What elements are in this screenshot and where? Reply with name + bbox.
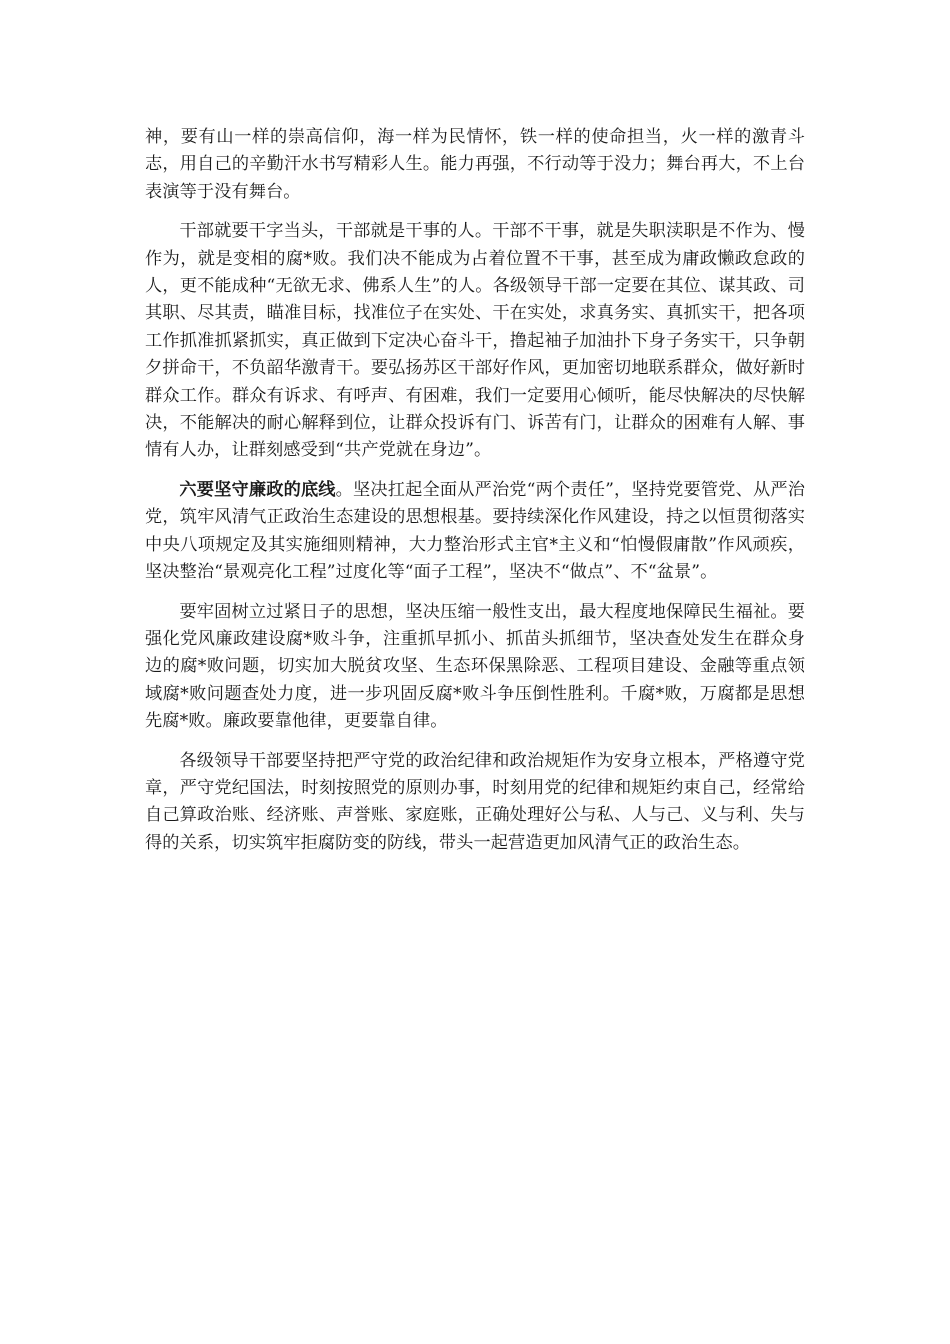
paragraph-5-text: 各级领导干部要坚持把严守党的政治纪律和政治规矩作为安身立根本，严格遵守党章，严守党纪国法，时刻按照党的原则办事，时刻用党的纪律和规矩约束自己，经常给自己算政治账、经济账、声誉账、家庭账，正确处理好公与私、人与己、义与利、失与得的关系，切实筑牢拒腐防变的防线，带头一起营造更加风清气正的政治生态。 <box>145 750 805 853</box>
paragraph-5 <box>145 748 805 858</box>
paragraph-4-text: 要牢固树立过紧日子的思想，坚决压缩一般性支出，最大程度地保障民生福祉。要强化党风廉政建设腐*败斗争，注重抓早抓小、抓苗头抓细节，坚决查处发生在群众身边的腐*败问题，切实加大脱贫攻坚、生态环保黑除恶、工程项目建设、金融等重点领域腐*败问题查处力度，进一步巩固反腐*败斗争压倒性胜利。千腐*败，万腐都是思想先腐*败。廉政要靠他律，更要靠自律。 <box>145 601 805 732</box>
paragraph-2 <box>145 218 805 465</box>
paragraph-3-text: 。坚决扛起全面从严治党“两个责任”，坚持党要管党、从严治党，筑牢风清气正政治生态建设的思想根基。要持续深化作风建设，持之以恒贯彻落实中央八项规定及其实施细则精神，大力整治形式主官*主义和“怕慢假庸散”作风顽疾，坚决整治“景观亮化工程”过度化等“面子工程”，坚决不“做点”、不“盆景”。 <box>145 479 805 583</box>
section-heading-six: 六要坚守廉政的底线 <box>179 479 336 500</box>
paragraph-3 <box>145 477 805 587</box>
document-body <box>145 124 805 869</box>
paragraph-1-text: 神，要有山一样的崇高信仰，海一样为民情怀，铁一样的使命担当，火一样的激青斗志，用自己的辛勤汗水书写精彩人生。能力再强，不行动等于没力；舞台再大，不上台表演等于没有舞台。 <box>145 127 805 202</box>
paragraph-2-text: 干部就要干字当头，干部就是干事的人。干部不干事，就是失职渎职是不作为、慢作为，就是变相的腐*败。我们决不能成为占着位置不干事，甚至成为庸政懒政怠政的人，更不能成种“无欲无求、佛系人生”的人。各级领导干部一定要在其位、谋其政、司其职、尽其责，瞄准目标，找准位子在实处、干在实处，求真务实、真抓实干，把各项工作抓准抓紧抓实，真正做到下定决心奋斗干，撸起袖子加油扑下身子务实干，只争朝夕拼命干，不负韶华激青干。要弘扬苏区干部好作风，更加密切地联系群众，做好新时群众工作。群众有诉求、有呼声、有困难，我们一定要用心倾听，能尽快解决的尽快解决，不能解决的耐心解释到位，让群众投诉有门、诉苦有门，让群众的困难有人解、事情有人办，让群刻感受到“共产党就在身边”。 <box>145 221 805 461</box>
paragraph-1 <box>145 124 805 206</box>
paragraph-4 <box>145 599 805 736</box>
